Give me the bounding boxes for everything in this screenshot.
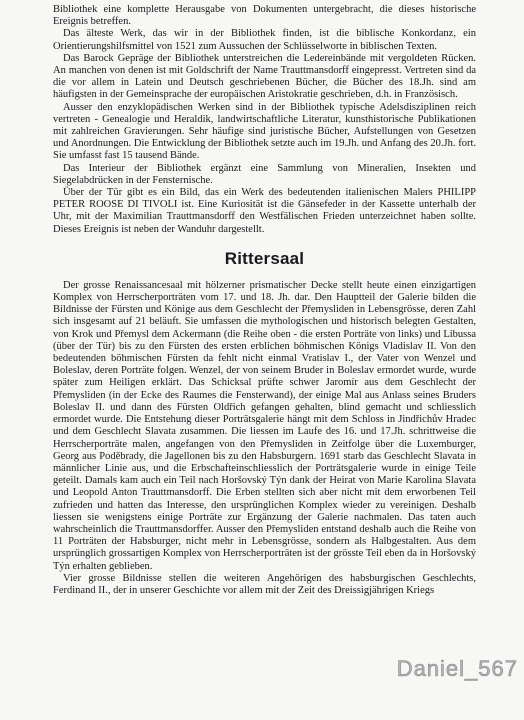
paragraph: Vier grosse Bildnisse stellen die weiteren Angehörigen des habsburgischen Geschlechts, Ferdinand II., der in unserer Geschichte vor allem mit der Zeit des Dreissigjährigen Kriegs	[53, 572, 476, 596]
watermark: Daniel_567	[396, 656, 518, 681]
paragraph: Das Barock Gepräge der Bibliothek unterstreichen die Ledereinbände mit vergoldeten Rücken. An manchen von denen ist mit Goldschrift der Name Trauttmansdorff eingepresst. Vertreten sind da die vor allem in Latein und Deutsch geschriebenen Bücher, die Bücher des 18.Jh. sind am häufigsten in der Gemeinsprache der europäischen Aristokratie geschrieben, d.h. in Französisch.	[53, 52, 476, 101]
paragraph: Das Interieur der Bibliothek ergänzt eine Sammlung von Mineralien, Insekten und Siegelabdrücken in der Fensternische.	[53, 162, 476, 186]
paragraph: Ausser den enzyklopädischen Werken sind in der Bibliothek typische Adelsdisziplinen reich vertreten - Genealogie und Heraldik, landwirtschaftliche Literatur, kunsthistorische Publikationen mit zahlreichen Gravierungen. Sehr häufige sind juristische Bücher, Aufstellungen von Gesetzen und Anordnungen. Die Entwicklung der Bibliothek setzte auch im 19.Jh. und Anfang des 20.Jh. fort. Sie umfasst fast 15 tausend Bände.	[53, 101, 476, 162]
rittersaal-section	[53, 280, 476, 597]
paragraph: Bibliothek eine komplette Herausgabe von Dokumenten untergebracht, die dieses historische Ereignis betreffen.	[53, 4, 476, 28]
paragraph: Über der Tür gibt es ein Bild, das ein Werk des bedeutenden italienischen Malers PHILIPP PETER ROOSE DI TIVOLI ist. Eine Kuriosität ist die Gänsefeder in der Kassette unterhalb der Uhr, mit der Maximilian Trauttmansdorff den Westfälischen Frieden unterzeichnet haben sollte. Dieses Ereignis ist neben der Wanduhr dargestellt.	[53, 187, 476, 235]
section-heading: Rittersaal	[224, 248, 305, 268]
library-section	[53, 4, 476, 236]
paragraph: Das älteste Werk, das wir in der Bibliothek finden, ist die biblische Konkordanz, ein Orientierungshilfsmittel von 1521 zum Aussuchen der Schlüsselworte in biblischen Texten.	[53, 28, 476, 52]
paragraph: Der grosse Renaissancesaal mit hölzerner prismatischer Decke stellt heute einen einzigartigen Komplex von Herrscherporträten vom 17. und 18. Jh. dar. Den Hauptteil der Galerie bilden die Bildnisse der Fürsten und Könige aus dem Geschlecht der Přemysliden in Lebensgrösse, deren Zahl sich insgesamt auf 21 beläuft. Sie umfassen die mythologischen und historisch belegten Gestalten, von Krok und Přemysl dem Ackermann (die Reihe oben - die ersten Porträte von links) und Libussa (über der Tür) bis zu den Fürsten des ersten erblichen böhmischen Königs Vladislav II. Von den bedeutenden böhmischen Fürsten da fehlt nicht einmal Vratislav I., der Vater von Wenzel und Boleslav, deren Porträte folgen. Wenzel, der von seinem Bruder in Boleslav ermordet wurde, wurde später zum Heiligen erklärt. Das Schicksal prüfte schwer Jaromír aus dem Geschlecht der Přemysliden (in der Ecke des Raumes die Fensterwand), der einige Mal aus Anlass seines Bruders Boleslav II. und dann des Fürsten Oldřich gefangen gehalten, blind gemacht und schliesslich ermordet wurde. Die Entstehung dieser Porträtsgalerie hängt mit dem Schloss in Jindřichův Hradec und dem Geschlecht Slavata zusammen. Die liessen im Laufe des 16. und 17.Jh. schrittweise die Herrscherporträte malen, angefangen von den Přemysliden in Zeitfolge über die Luxemburger, Georg aus Poděbrady, die Jagellonen bis zu den Habsburgern. 1691 starb das Geschlecht Slavata in männlicher Linie aus, und die Erbschafteinschliesslich der Porträtsgalerie wurde in einige Teile geteilt. Damals kam auch ein Teil nach Horšovský Týn dank der Heirat von Marie Karolina Slavata und Leopold Anton Trauttmansdorff. Die Erben stellten sich aber nicht mit dem erworbenen Teil zufrieden und hatten das Interesse, den ursprünglichen Komplex wieder zu vereinigen. Deshalb liessen sie wenigstens einige Porträte zur Ergänzung der Galerie nachmalen. Das taten auch wahrscheinlich die Trauttmansdorffer. Ausser den Přemysliden entstand deshalb auch die Reihe von 11 Porträten der Habsburger, nicht mehr in Lebensgrösse, sondern als Halbgestalten. Aus dem ursprünglich grossartigen Komplex von Herrscherporträten ist der grösste Teil eben da in Horšovský Týn erhalten geblieben.	[53, 279, 476, 572]
